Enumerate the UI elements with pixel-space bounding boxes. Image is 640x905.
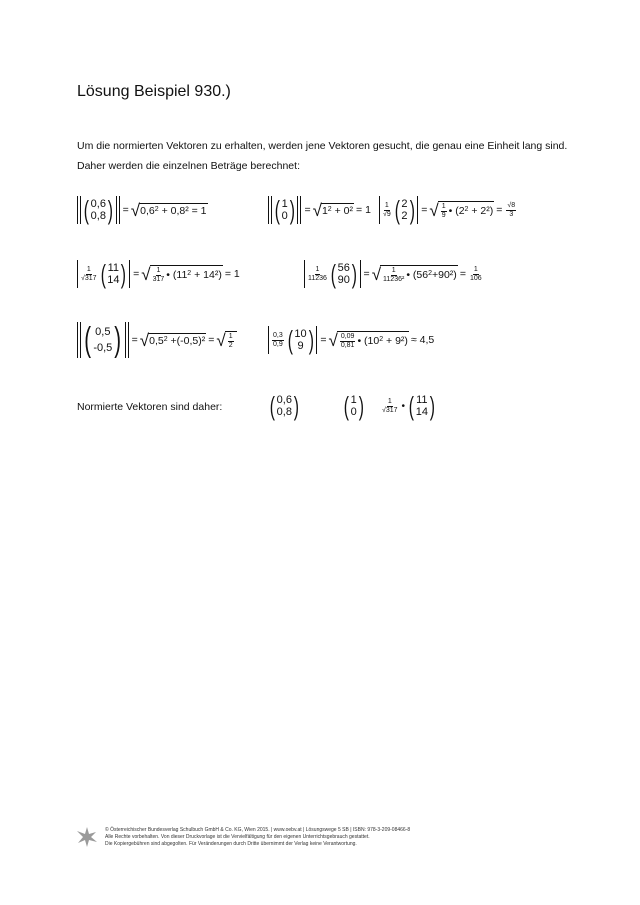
result-label: Normierte Vektoren sind daher: — [77, 401, 223, 413]
footer-line-2: Alle Rechte vorbehalten. Von dieser Druckvorlage ist die Vervielfältigung für den eigenen Unterrichtsgebrauch gestattet. — [105, 834, 370, 840]
result-vector-1: ( 0,6 0,8 ) — [269, 391, 299, 421]
publisher-logo-icon — [76, 826, 98, 848]
equation-2: ( 1 0 ) = √ 1 2 + 0² = 1 — [267, 196, 373, 224]
equation-4: $\frac{1}{√317}$ ( 11 14 ) = √ $\frac{1}{317}$ • (11 2 + 14²) = 1 — [76, 260, 242, 288]
footer-text — [105, 827, 410, 848]
result-vector-2: ( 1 0 ) — [343, 391, 364, 421]
equation-1: ( 0,6 0,8 ) = √ 0,6 2 + 0,8² = 1 — [76, 196, 208, 224]
result-vector-3: $\frac{1}{√317}$ • ( 11 14 ) — [382, 391, 435, 421]
equation-6: ( 0,5 -0,5 ) = √ 0,5 2 +(-0,5)² = √ $\frac{1}{2}$ — [76, 322, 237, 358]
equation-3: $\frac{1}{√9}$ ( 2 2 ) = √ $\frac{1}{9}$ • (2 2 + 2²) = $\frac{√8}{3}$ — [378, 196, 518, 224]
page-title: Lösung Beispiel 930.) — [77, 83, 231, 100]
equation-7: $\frac{0,3}{0,9}$ ( 10 9 ) = √ $\frac{0,09}{0,81}$ • (10 2 + 9²) ≈ 4,5 — [267, 326, 436, 354]
footer-line-3: Die Kopiergebühren sind abgegolten. Für Veränderungen durch Dritte übernimmt der Verlag keine Verantwortung. — [105, 841, 357, 847]
footer-line-1: © Österreichischer Bundesverlag Schulbuch GmbH & Co. KG, Wien 2015. | www.oebv.at | Lösungswege 5 SB | ISBN: 978-3-209-08466-8 — [105, 827, 411, 833]
equation-5: $\frac{1}{11236}$ ( 56 90 ) = √ $\frac{1}{\text{11236²}}$ • (56 2 +90²) = $\frac{1}{106}$ — [303, 260, 484, 288]
intro-text: Um die normierten Vektoren zu erhalten, werden jene Vektoren gesucht, die genau eine Einheit lang sind. Daher werden die einzelnen Beträge berechnet: — [77, 140, 568, 172]
